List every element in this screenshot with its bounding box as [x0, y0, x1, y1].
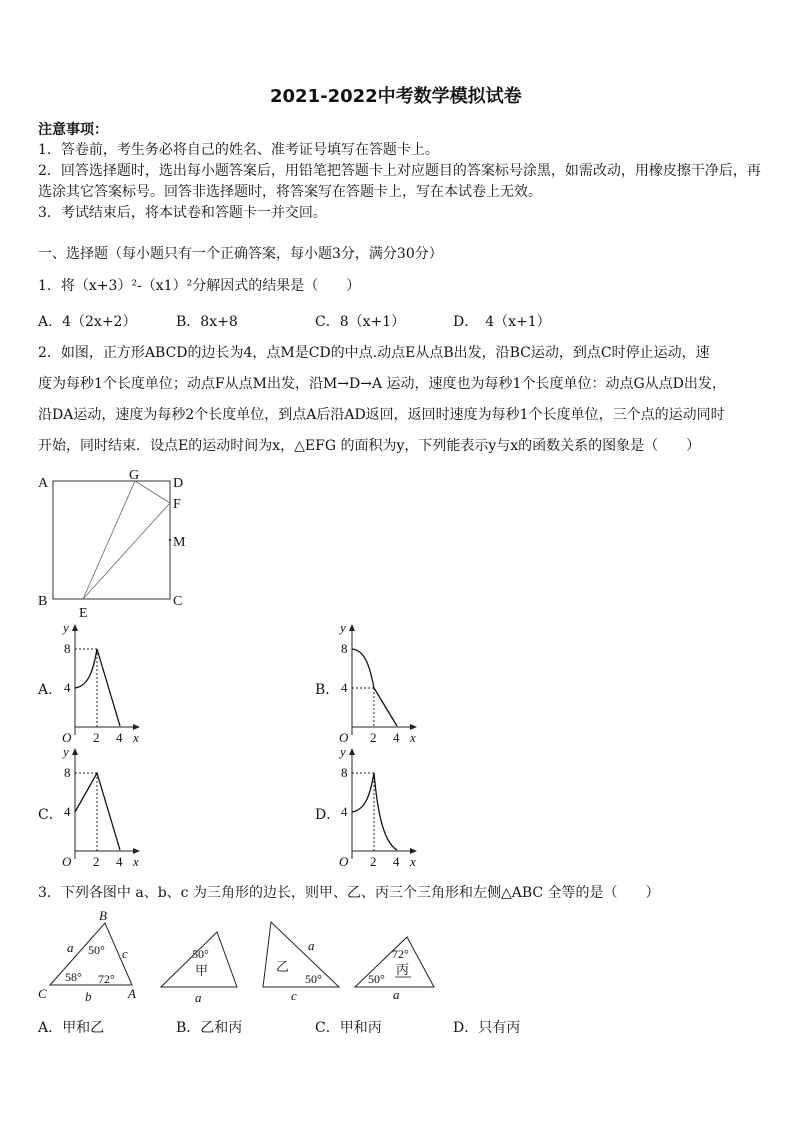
y-label: y [340, 744, 346, 759]
y-label: y [63, 744, 69, 759]
notice-heading: 注意事项： [38, 122, 108, 138]
label-c: C [173, 594, 183, 609]
x-label: x [133, 730, 139, 745]
tick-8: 8 [64, 641, 71, 656]
vertex-c: C [38, 986, 47, 1001]
q2-line-2: 度为每秒1个长度单位；动点F从点M出发，沿M→D→A 运动，速度也为每秒1个长度单位：动点G从点D出发， [38, 376, 726, 392]
q1-option-c: C．8（x+1） [315, 314, 406, 330]
bing-angle-top: 72° [392, 947, 409, 961]
q3-triangle-yi [254, 908, 349, 1004]
x-label: x [410, 854, 416, 869]
tick-8: 8 [341, 641, 348, 656]
triangle-yi-shape [263, 922, 339, 987]
y-label: y [340, 620, 346, 635]
q3-option-b: B．乙和丙 [176, 1020, 243, 1036]
segment-ef [83, 503, 170, 599]
side-a: a [67, 940, 74, 955]
tick-4x: 4 [116, 854, 123, 869]
q2-line-4: 开始，同时结束．设点E的运动时间为x，△EFG 的面积为y，下列能表示y与x的函数关系的图象是（ ） [38, 438, 701, 454]
y-axis-arrow [349, 748, 355, 755]
tick-8: 8 [341, 765, 348, 780]
q3-option-d: D．只有丙 [453, 1020, 521, 1036]
q3-option-a: A．甲和乙 [38, 1020, 105, 1036]
jia-angle: 50° [192, 947, 209, 961]
yi-side-c: c [291, 988, 297, 1003]
angle-a: 72° [98, 972, 115, 986]
y-axis-arrow [72, 624, 78, 631]
y-label: y [63, 620, 69, 635]
tick-4y: 4 [341, 680, 348, 695]
origin: O [62, 730, 72, 745]
yi-name: 乙 [276, 959, 290, 974]
y-axis-arrow [349, 624, 355, 631]
segment-eg [83, 481, 135, 599]
origin: O [339, 730, 349, 745]
notice-item-1: 1．答卷前，考生务必将自己的姓名、准考证号填写在答题卡上。 [38, 142, 439, 158]
jia-side: a [195, 990, 202, 1005]
q3-stem: 3．下列各图中 a、b、c 为三角形的边长，则甲、乙、丙三个三角形和左侧△ABC 全等的是（ ） [38, 885, 660, 901]
label-e: E [79, 606, 88, 621]
q2-option-c-label: C． [38, 807, 63, 823]
bing-angle-left: 50° [368, 972, 385, 986]
q3-triangle-jia [154, 908, 244, 1004]
page-title: 2021-2022中考数学模拟试卷 [270, 86, 522, 107]
x-label: x [133, 854, 139, 869]
triangle-bing-shape [355, 937, 434, 987]
label-g: G [129, 468, 140, 483]
jia-name: 甲 [195, 963, 209, 978]
yi-side-a: a [308, 938, 315, 953]
bing-side: a [393, 987, 400, 1002]
y-axis-arrow [72, 748, 78, 755]
tick-4y: 4 [341, 804, 348, 819]
origin: O [62, 854, 72, 869]
label-b: B [38, 594, 48, 609]
label-m: M [173, 535, 186, 550]
tick-4y: 4 [64, 680, 71, 695]
q3-triangle-bing [350, 908, 440, 1004]
tick-4x: 4 [393, 730, 400, 745]
notice-item-2-cont: 选涂其它答案标号。回答非选择题时，将答案写在答题卡上，写在本试卷上无效。 [38, 184, 542, 200]
q2-option-b-label: B． [315, 682, 340, 698]
q1-option-b: B．8x+8 [176, 314, 238, 330]
q2-square-figure [36, 466, 196, 622]
q3-triangle-abc [36, 908, 144, 1004]
q2-line-3: 沿DA运动，速度为每秒2个长度单位，到点A后沿AD返回，返回时速度为每秒1个长度单位，三个点的运动同时 [38, 407, 725, 423]
section-heading: 一、选择题（每小题只有一个正确答案，每小题3分，满分30分） [38, 246, 443, 262]
notice-item-2: 2．回答选择题时，选出每小题答案后，用铅笔把答题卡上对应题目的答案标号涂黑，如需改动，用橡皮擦干净后，再 [38, 163, 761, 179]
bing-name: 丙 [396, 962, 410, 977]
q2-line-1: 2．如图，正方形ABCD的边长为4，点M是CD的中点.动点E从点B出发，沿BC运动，到点C时停止运动，速 [38, 345, 710, 361]
yi-angle: 50° [305, 972, 322, 986]
x-label: x [410, 730, 416, 745]
q2-option-d-label: D． [315, 807, 341, 823]
q1-option-d: D． 4（x+1） [453, 314, 551, 330]
side-c: c [122, 946, 128, 961]
tick-4x: 4 [116, 730, 123, 745]
q2-graph-c [60, 746, 145, 871]
segment-gf [135, 481, 170, 503]
q2-option-a-label: A． [38, 682, 63, 698]
side-b: b [85, 989, 92, 1004]
label-a: A [38, 476, 49, 491]
origin: O [339, 854, 349, 869]
tick-4x: 4 [393, 854, 400, 869]
angle-c: 58° [65, 970, 82, 984]
point-m [169, 539, 171, 541]
label-f: F [173, 497, 181, 512]
vertex-b: B [99, 908, 107, 923]
tick-4y: 4 [64, 804, 71, 819]
label-d: D [173, 476, 184, 491]
vertex-a: A [128, 986, 136, 1001]
q2-graph-b [337, 622, 422, 747]
square-abcd [53, 481, 170, 599]
tick-2: 2 [93, 730, 100, 745]
curve [352, 649, 397, 726]
tick-2: 2 [370, 730, 377, 745]
q1-option-a: A．4（2x+2） [38, 314, 137, 330]
q2-graph-a [60, 622, 145, 747]
tick-8: 8 [64, 765, 71, 780]
tick-2: 2 [93, 854, 100, 869]
q2-graph-d [337, 746, 422, 871]
angle-b: 50° [88, 943, 105, 957]
q1-stem: 1．将（x+3）²-（x1）²分解因式的结果是（ ） [38, 278, 361, 294]
notice-item-3: 3．考试结束后，将本试卷和答题卡一并交回。 [38, 205, 327, 221]
q3-option-c: C．甲和丙 [315, 1020, 382, 1036]
tick-2: 2 [370, 854, 377, 869]
